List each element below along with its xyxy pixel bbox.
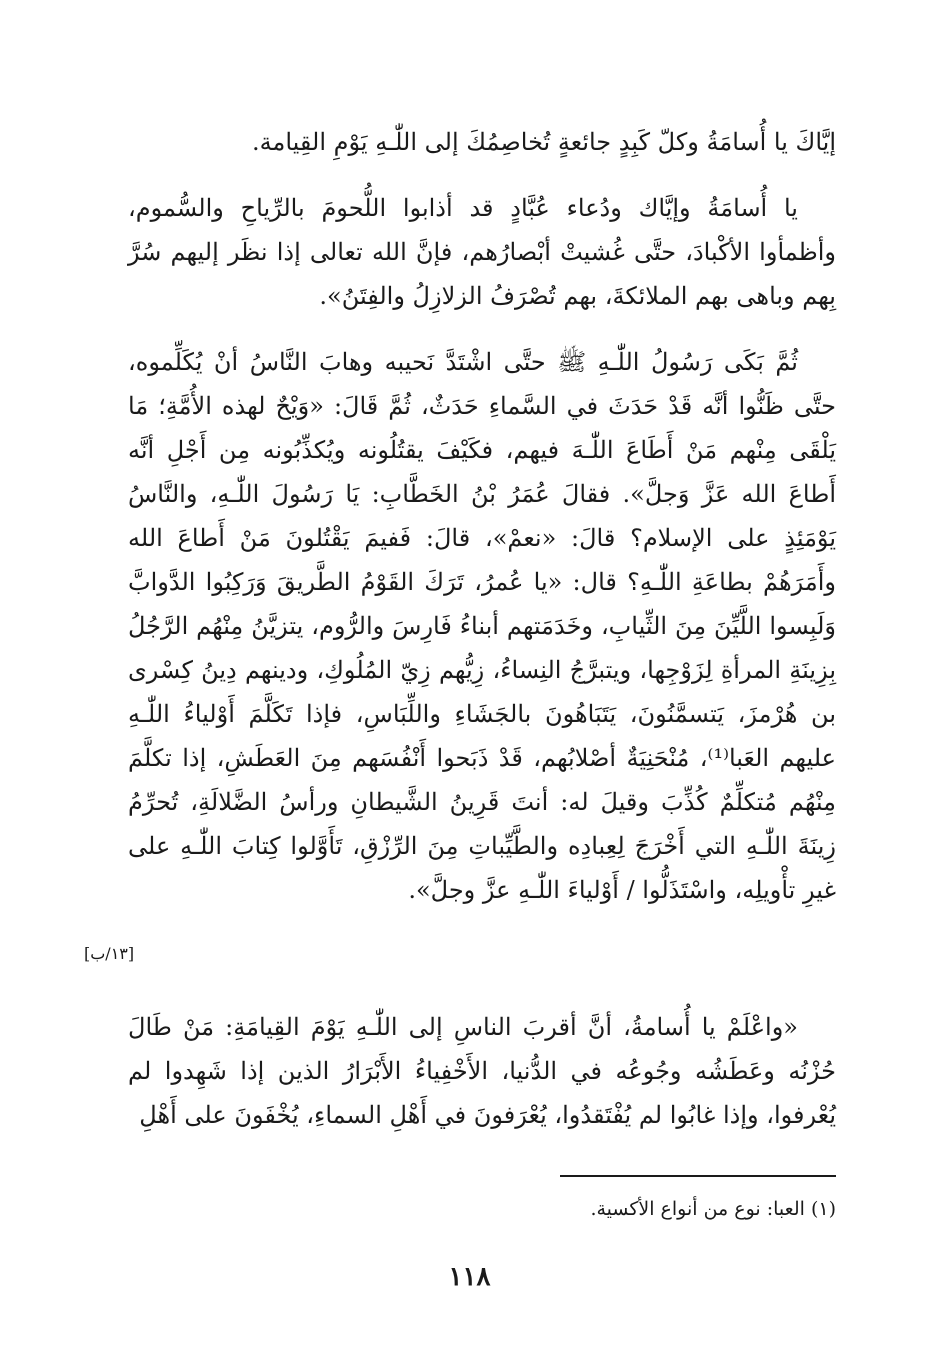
main-text-4 (128, 1005, 836, 1137)
main-text-3 (128, 340, 836, 912)
page-number: ١١٨ (448, 1262, 491, 1292)
paragraph-4: «واعْلَمْ يا أُسامةُ، أنَّ أقربَ الناسِ إلى اللّٰـهِ يَوْمَ القِيامَةِ: مَنْ طَالَ حُزْنُه وعَطَشُه وجُوعُه في الدُّنيا، الأَخْفِياءُ الأَبْرَارُ الذين إذا شَهِدوا لم يُعْرفوا، وإذا غابُوا لم يُفْتَقدُوا، يُعْرَفونَ في أَهْلِ السماءِ، يُخْفَونَ على أَهْلِ (128, 1013, 836, 1129)
footnote-divider (560, 1175, 836, 1177)
paragraph-2: يا أُسامَةُ وإيَّاك ودُعاء عُبَّادٍ قد أذابوا اللُّحومَ بالرِّياحِ والسُّموم، وأظمأوا الأكْبادَ، حتَّى غُشيتْ أبْصارُهم، فإنَّ الله تعالى إذا نظَر إليهم سُرَّ بِهم وباهى بهم الملائكةَ، بهم تُصْرَفُ الزلازِلُ والفِتَنُ». (128, 194, 836, 310)
paragraph-3: ثُمَّ بَكَى رَسُولُ اللّٰـهِ ﷺ حتَّى اشْتَدَّ نَحيبه وهابَ النَّاسُ أنْ يُكَلِّموه، حتَّى ظَنُّوا أنَّه قَدْ حَدَثَ في السَّماءِ حَدَثٌ، ثُمَّ قَالَ: «وَيْحٌ لهذه الأُمَّةِ؛ مَا يَلْقَى مِنْهم مَنْ أَطَاعَ اللّٰـهَ فيهم، فكَيْفَ يقتُلُونه ويُكذِّبُونه مِن أَجْلِ أنَّه أَطاعَ الله عَزَّ وَجلَّ». فقالَ عُمَرُ بْنُ الخَطَّابِ: يَا رَسُولَ اللّٰـهِ، والنَّاسُ يَوْمَئِذٍ على الإسلام؟ قالَ: «نعمْ»، قالَ: فَفيمَ يَقْتُلونَ مَنْ أَطاعَ الله وأَمَرَهُمْ بطاعَةِ اللّٰـهِ؟ قال: «يا عُمرُ، تَرَكَ القَوْمُ الطَّريقَ وَرَكِبُوا الدَّوابَّ وَلَبِسوا اللَّيِّنَ مِنَ الثِّيابِ، وخَدَمَتهم أبناءُ فَارِسَ والرُّوم، يتزيَّنُ مِنْهُم الرَّجُلُ بِزِينَةِ المرأةِ لِزَوْجِها، ويتبرَّجُ النِساءُ، زِيُّهم زِيّ المُلُوكِ، ودينهم دِينُ كِسْرى بن هُرْمزَ، يَتسمَّنُونَ، يَتَبَاهُونَ بالجَشَاءِ واللِّبَاسِ، فإذا تَكَلَّمَ أَوْلياءُ اللّٰـهِ عليهم العَبا⁽¹⁾، مُنْحَنِيَةٌ أصْلابُهم، قَدْ ذَبَحوا أَنْفُسَهم مِنَ العَطَشِ، إذا تكلَّمَ مِنْهُم مُتكلِّمٌ كُذِّبَ وقيلَ له: أنتَ قَرِينُ الشَّيطانِ ورأسُ الضَّلالَةِ، تُحرِّمُ زِينَةَ اللّٰـهِ التي أَخْرَجَ لِعِبادِه والطَّيِّباتِ مِنَ الرِّزْقِ، تَأَوَّلوا كِتابَ اللّٰـهِ على غيرِ تأْويلِه، واسْتَذَلُّوا / أَوْلياءَ اللّٰـهِ عزَّ وجلَّ». (128, 348, 837, 904)
main-text-2 (128, 186, 836, 318)
paragraph-1: إيَّاكَ يا أُسامَةُ وكلّ كَبِدٍ جائعةٍ تُخاصِمُكَ إلى اللّٰـهِ يَوْمِ القِيامة. (251, 128, 836, 156)
folio-marker: [١٣/ب] (84, 944, 135, 963)
footnote: (١) العبا: نوع من أنواع الأكسية. (590, 1198, 836, 1220)
main-text (128, 120, 836, 164)
